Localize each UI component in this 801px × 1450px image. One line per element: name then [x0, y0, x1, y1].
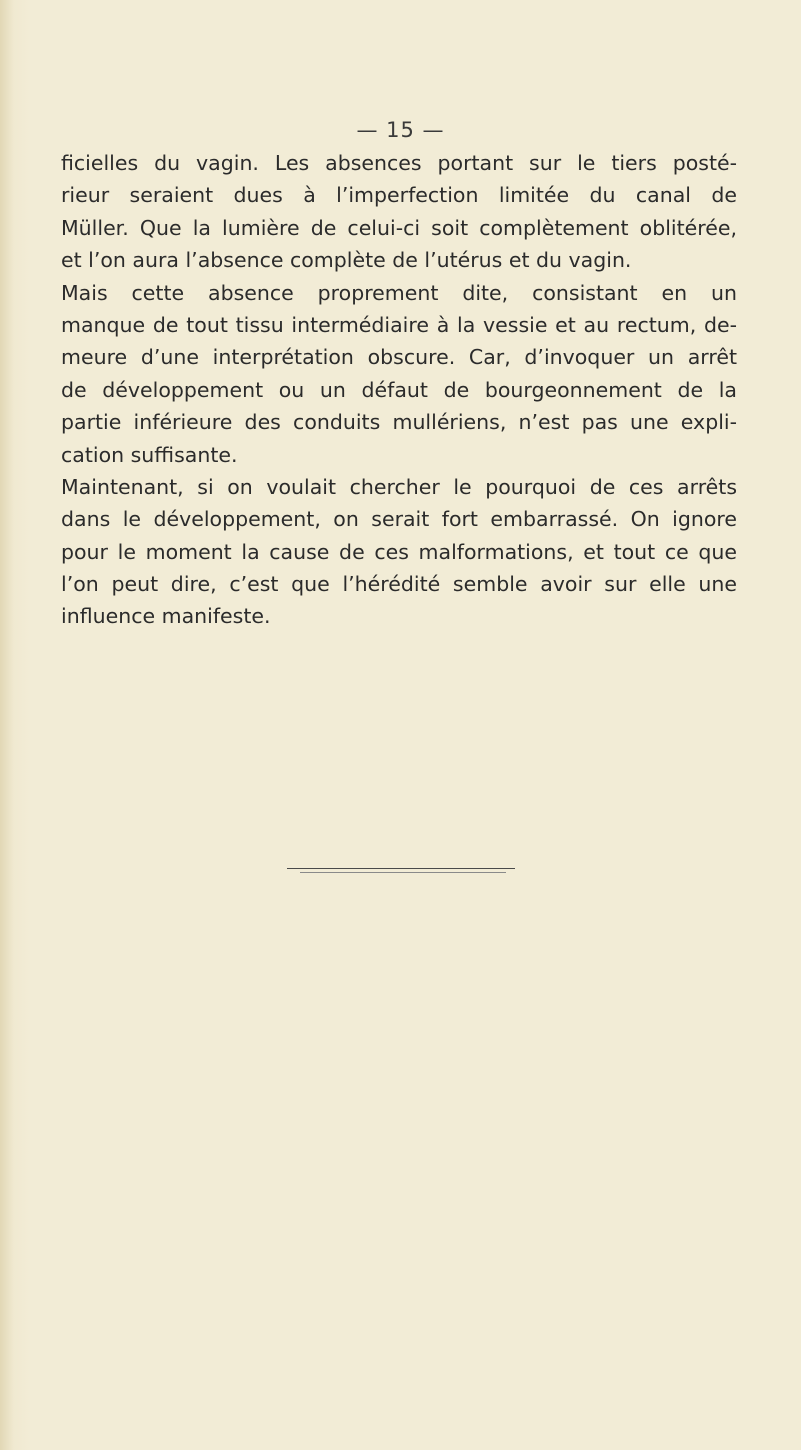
text-line: cation suffisante. — [61, 442, 238, 467]
text-line: dans le développement, on serait fort embarrassé. On ignore — [61, 507, 737, 532]
text-line: Müller. Que la lumière de celui-ci soit complètement oblitérée, — [61, 215, 737, 240]
page-number: — 15 — — [356, 118, 445, 142]
text-line: pour le moment la cause de ces malformations, et tout ce que — [61, 539, 737, 564]
section-divider-rule — [287, 868, 515, 869]
text-line: ficielles du vagin. Les absences portant sur le tiers posté- — [61, 151, 737, 175]
paragraph-start-line: Mais cette absence proprement dite, consistant en un — [61, 280, 737, 305]
text-line: de développement ou un défaut de bourgeonnement de la — [61, 377, 737, 402]
paragraph-start-line: Maintenant, si on voulait chercher le pourquoi de ces arrêts — [61, 474, 737, 499]
text-line: partie inférieure des conduits mullériens, n’est pas une expli- — [61, 410, 737, 435]
section-divider-rule-secondary — [300, 872, 506, 873]
text-line: meure d’une interprétation obscure. Car, d’invoquer un arrêt — [61, 345, 737, 370]
text-line: rieur seraient dues à l’imperfection limitée du canal de — [61, 183, 737, 208]
body-text — [61, 147, 737, 633]
text-line: l’on peut dire, c’est que l’hérédité semble avoir sur elle une — [61, 572, 737, 597]
text-line: manque de tout tissu intermédiaire à la vessie et au rectum, de- — [61, 312, 737, 337]
text-line: et l’on aura l’absence complète de l’utérus et du vagin. — [61, 248, 632, 273]
text-line: influence manifeste. — [61, 604, 271, 629]
